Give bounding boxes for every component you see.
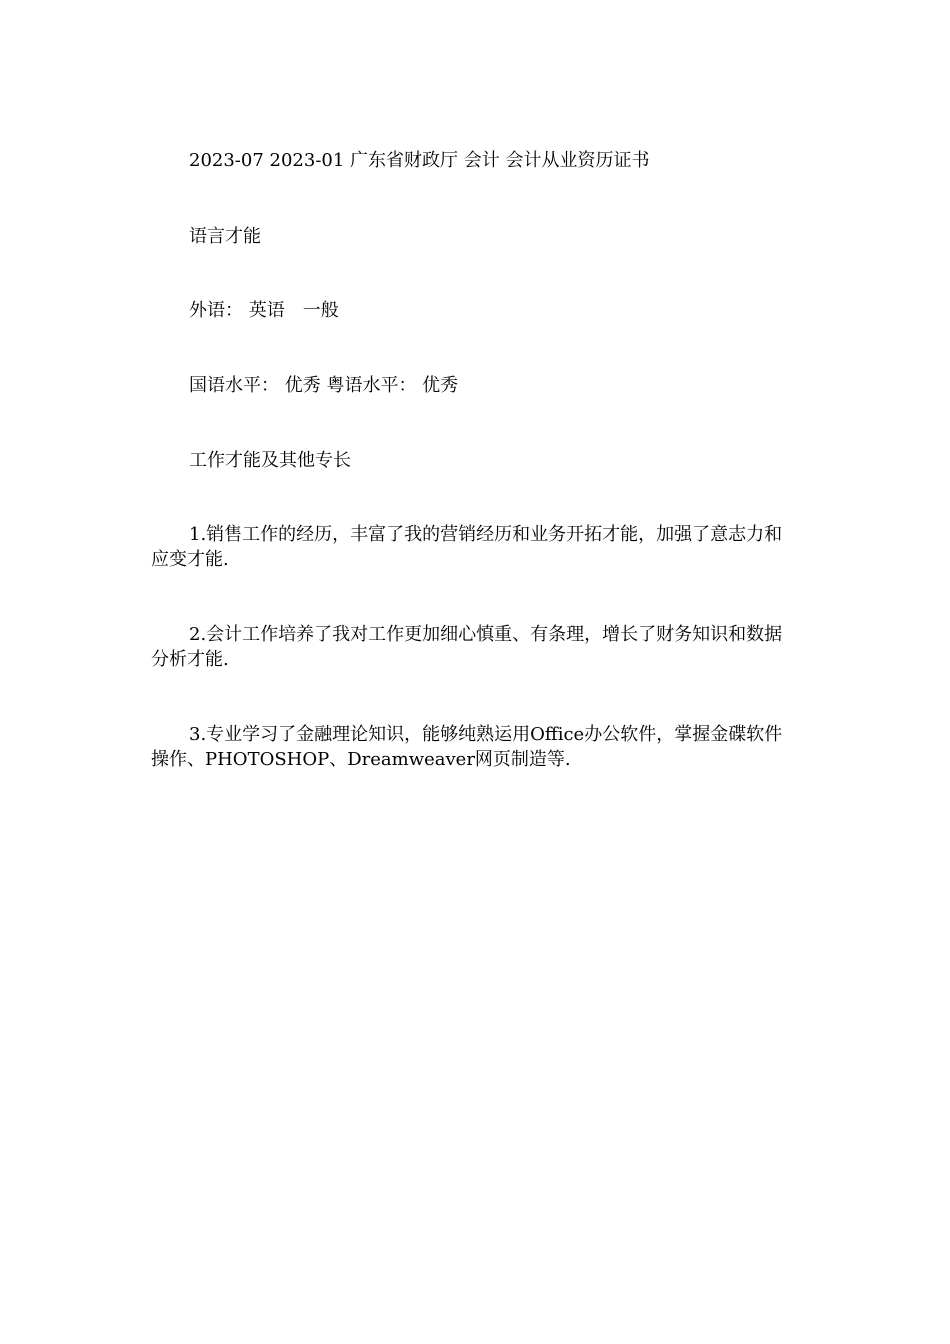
skill-item-1: 1.销售工作的经历，丰富了我的营销经历和业务开拓才能，加强了意志力和应变才能. (151, 524, 783, 570)
certificate-line: 2023-07 2023-01 广东省财政厅 会计 会计从业资历证书 (189, 150, 650, 171)
dialect-level-line: 国语水平： 优秀 粤语水平： 优秀 (189, 375, 459, 396)
skill-item-2: 2.会计工作培养了我对工作更加细心慎重、有条理，增长了财务知识和数据分析才能. (151, 624, 783, 670)
section-heading-skills: 工作才能及其他专长 (189, 450, 351, 471)
section-heading-language: 语言才能 (189, 226, 261, 247)
skill-item-3: 3.专业学习了金融理论知识，能够纯熟运用Office办公软件，掌握金碟软件操作、PHOTOSHOP、Dreamweaver网页制造等. (151, 724, 783, 770)
foreign-language-line: 外语： 英语 一般 (189, 300, 339, 321)
